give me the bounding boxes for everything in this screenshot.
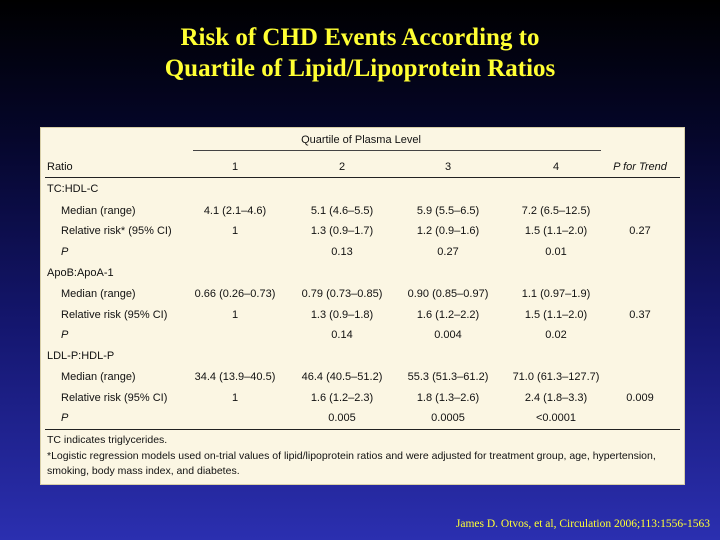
- group-name-ldlp-hdlp: LDL-P:HDL-P: [47, 350, 115, 362]
- row-label: Relative risk (95% CI): [61, 392, 168, 404]
- cell-q2: 1.3 (0.9–1.7): [310, 225, 374, 237]
- cell-q2: 0.005: [328, 412, 356, 424]
- group-name-apob-apoa1: ApoB:ApoA-1: [47, 267, 114, 279]
- cell-q2: 1.6 (1.2–2.3): [310, 392, 374, 404]
- cell-q2: 0.13: [331, 246, 353, 258]
- header-q3: 3: [444, 161, 452, 173]
- citation: James D. Otvos, et al, Circulation 2006;113:1556-1563: [455, 518, 710, 530]
- cell-q4: 2.4 (1.8–3.3): [524, 392, 588, 404]
- cell-q4: 7.2 (6.5–12.5): [521, 205, 591, 217]
- cell-q2: 0.14: [331, 329, 353, 341]
- cell-q4: 0.02: [545, 329, 567, 341]
- footnote-model: *Logistic regression models used on-trial values of lipid/lipoprotein ratios and were adjusted for treatment group, age, hypertension,: [47, 450, 656, 462]
- cell-q2: 0.79 (0.73–0.85): [301, 288, 383, 300]
- cell-q1: 4.1 (2.1–4.6): [203, 205, 267, 217]
- cell-q1: 1: [231, 225, 239, 237]
- cell-trend: 0.27: [629, 225, 651, 237]
- header-rule: [45, 177, 680, 178]
- quartile-spanner-header: Quartile of Plasma Level: [301, 134, 421, 146]
- row-label: P: [61, 329, 69, 341]
- cell-q1: 1: [231, 309, 239, 321]
- row-label: Median (range): [61, 205, 136, 217]
- cell-trend: 0.37: [629, 309, 651, 321]
- group-name-tc-hdl: TC:HDL-C: [47, 183, 99, 195]
- header-p-for-trend: P for Trend: [613, 161, 667, 173]
- cell-q1: 34.4 (13.9–40.5): [194, 371, 276, 383]
- cell-q4: 1.1 (0.97–1.9): [521, 288, 591, 300]
- cell-q3: 0.0005: [431, 412, 465, 424]
- header-q4: 4: [552, 161, 560, 173]
- cell-q4: 1.5 (1.1–2.0): [524, 309, 588, 321]
- cell-q3: 55.3 (51.3–61.2): [407, 371, 489, 383]
- results-table: [40, 127, 685, 485]
- cell-q1: 1: [231, 392, 239, 404]
- cell-q4: <0.0001: [535, 412, 577, 424]
- cell-q4: 1.5 (1.1–2.0): [524, 225, 588, 237]
- cell-q2: 5.1 (4.6–5.5): [310, 205, 374, 217]
- cell-q3: 0.27: [437, 246, 459, 258]
- slide-title-line-1: Risk of CHD Events According to: [180, 24, 540, 51]
- cell-q3: 1.2 (0.9–1.6): [416, 225, 480, 237]
- slide-title-line-2: Quartile of Lipid/Lipoprotein Ratios: [164, 55, 556, 82]
- cell-q4: 0.01: [545, 246, 567, 258]
- header-ratio: Ratio: [47, 161, 73, 173]
- cell-q4: 71.0 (61.3–127.7): [512, 371, 600, 383]
- cell-q3: 1.6 (1.2–2.2): [416, 309, 480, 321]
- footnote-model-continued: smoking, body mass index, and diabetes.: [47, 465, 240, 477]
- row-label: Relative risk (95% CI): [61, 309, 168, 321]
- cell-q2: 46.4 (40.5–51.2): [301, 371, 383, 383]
- row-label: Relative risk* (95% CI): [61, 225, 172, 237]
- cell-q3: 5.9 (5.5–6.5): [416, 205, 480, 217]
- row-label: Median (range): [61, 371, 136, 383]
- header-q2: 2: [338, 161, 346, 173]
- cell-trend: 0.009: [626, 392, 654, 404]
- footnote-abbreviation: TC indicates triglycerides.: [47, 434, 168, 446]
- row-label: P: [61, 246, 69, 258]
- cell-q3: 0.004: [434, 329, 462, 341]
- row-label: P: [61, 412, 69, 424]
- slide-title: [0, 22, 720, 84]
- header-q1: 1: [231, 161, 239, 173]
- cell-q3: 0.90 (0.85–0.97): [407, 288, 489, 300]
- table-bottom-rule: [45, 429, 680, 430]
- row-label: Median (range): [61, 288, 136, 300]
- cell-q1: 0.66 (0.26–0.73): [194, 288, 276, 300]
- cell-q3: 1.8 (1.3–2.6): [416, 392, 480, 404]
- spanner-rule: [193, 150, 601, 151]
- cell-q2: 1.3 (0.9–1.8): [310, 309, 374, 321]
